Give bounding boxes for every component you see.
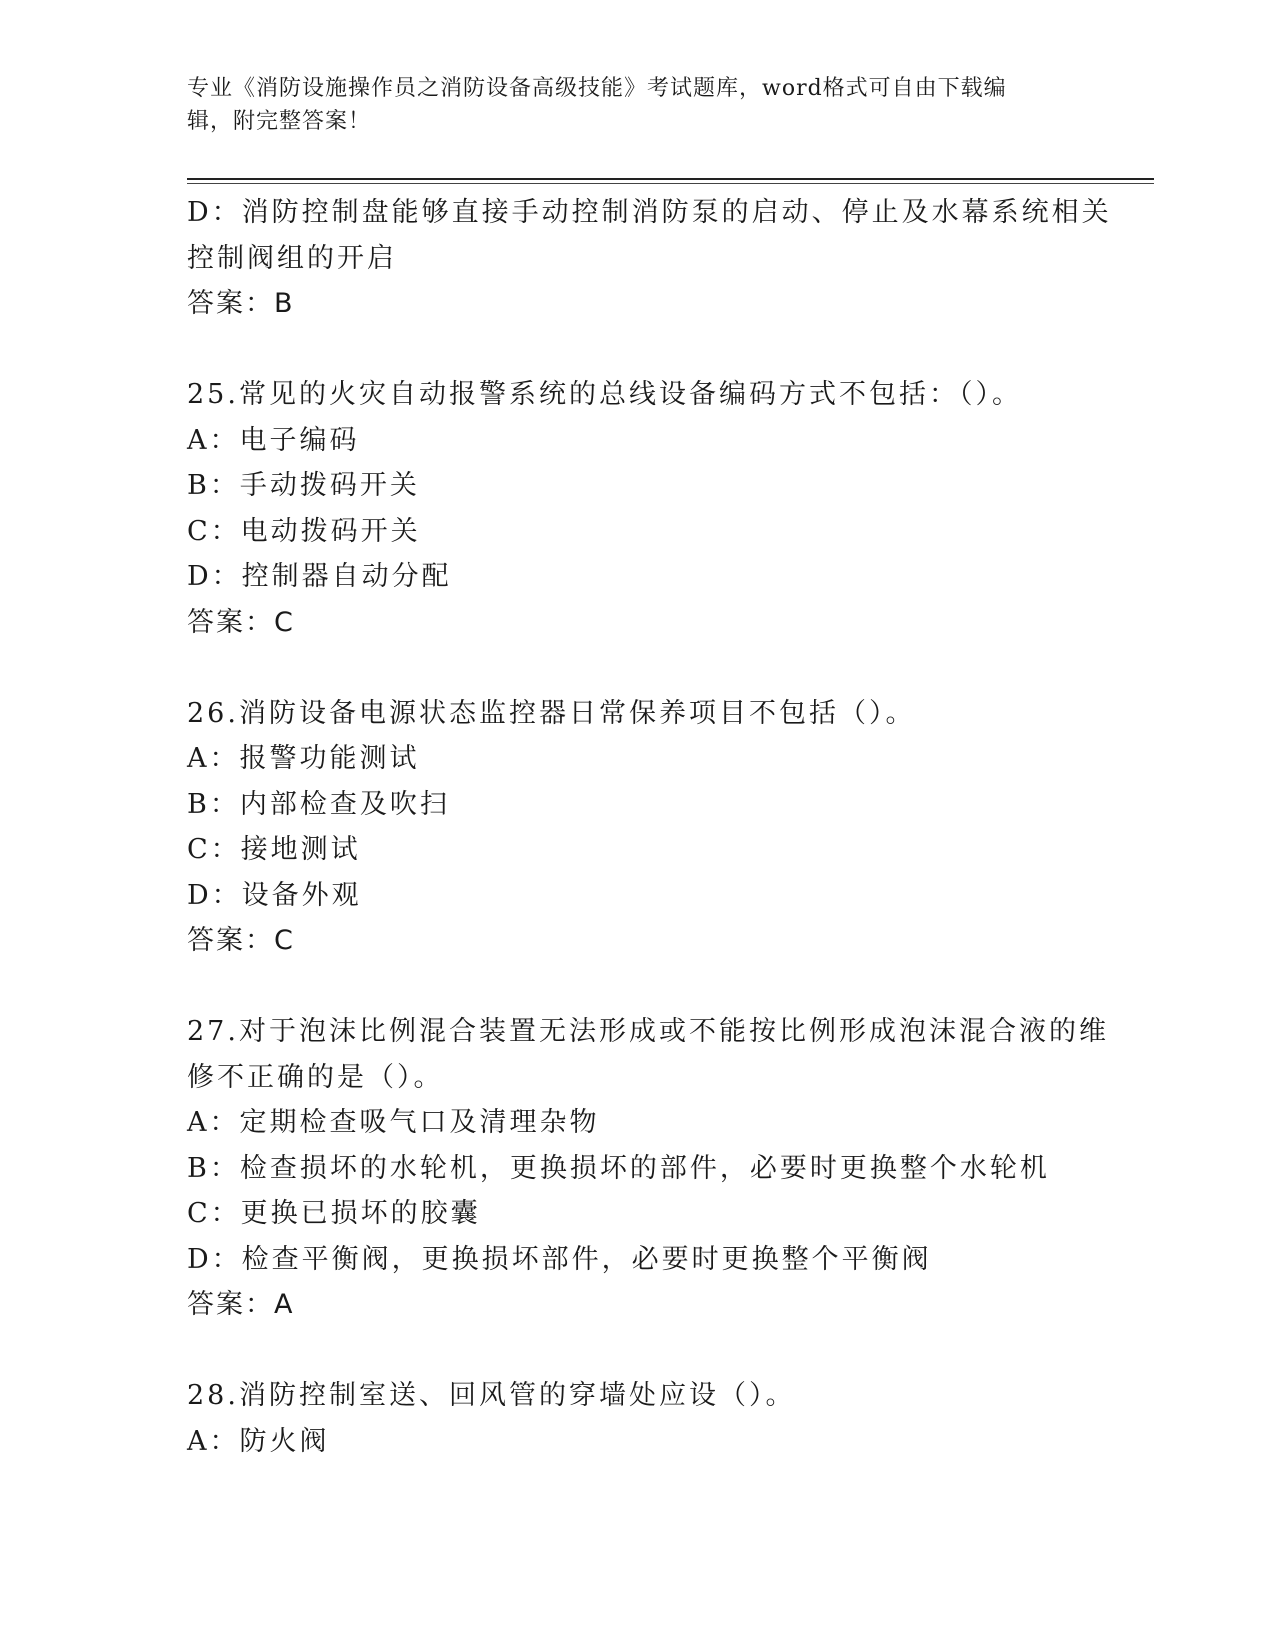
spacer xyxy=(187,1328,1087,1374)
option-d: D：控制器自动分配 xyxy=(187,561,452,592)
header-line-2: 辑，附完整答案！ xyxy=(187,109,372,134)
option-a: A：报警功能测试 xyxy=(187,743,420,774)
option-c: C：接地测试 xyxy=(187,834,361,865)
header-line-1: 专业《消防设施操作员之消防设备高级技能》考试题库，word格式可自由下载编 xyxy=(187,76,1007,101)
question-26 xyxy=(187,691,1087,964)
question-24-tail xyxy=(187,190,1112,327)
question-stem: 27.对于泡沫比例混合装置无法形成或不能按比例形成泡沫混合液的维 xyxy=(187,1016,1109,1047)
option-b: B：检查损坏的水轮机，更换损坏的部件，必要时更换整个水轮机 xyxy=(187,1152,1050,1184)
question-stem: 28.消防控制室送、回风管的穿墙处应设（）。 xyxy=(187,1380,796,1411)
answer-label: 答案：C xyxy=(187,925,295,956)
answer-label: 答案：B xyxy=(187,288,295,319)
question-stem-continued: 修不正确的是（）。 xyxy=(187,1061,444,1093)
spacer xyxy=(187,327,1087,373)
question-stem: 26.消防设备电源状态监控器日常保养项目不包括（）。 xyxy=(187,697,916,729)
header-divider-thin xyxy=(187,183,1154,184)
option-b: B：手动拨码开关 xyxy=(187,470,420,501)
option-a: A：电子编码 xyxy=(187,424,360,456)
answer-label: 答案：C xyxy=(187,606,295,638)
answer-label: 答案：A xyxy=(187,1289,295,1320)
option-c: C：电动拨码开关 xyxy=(187,515,421,547)
question-stem: 25.常见的火灾自动报警系统的总线设备编码方式不包括：（）。 xyxy=(187,379,1022,410)
option-b: B：内部检查及吹扫 xyxy=(187,788,450,820)
page-header xyxy=(187,72,1067,138)
option-d: D：设备外观 xyxy=(187,879,362,911)
question-list xyxy=(187,190,1112,1464)
spacer xyxy=(187,964,1087,1010)
option-d: D：消防控制盘能够直接手动控制消防泵的启动、停止及水幕系统相关 xyxy=(187,197,1112,228)
header-divider-thick xyxy=(187,178,1154,180)
option-d: D：检查平衡阀，更换损坏部件，必要时更换整个平衡阀 xyxy=(187,1243,932,1275)
question-28 xyxy=(187,1373,1087,1464)
option-d-continued: 控制阀组的开启 xyxy=(187,242,397,274)
question-27 xyxy=(187,1009,1109,1328)
option-c: C：更换已损坏的胶囊 xyxy=(187,1198,481,1229)
spacer xyxy=(187,645,1087,691)
question-25 xyxy=(187,372,1087,645)
option-a: A：定期检查吸气口及清理杂物 xyxy=(187,1107,600,1138)
option-a: A：防火阀 xyxy=(187,1425,330,1457)
